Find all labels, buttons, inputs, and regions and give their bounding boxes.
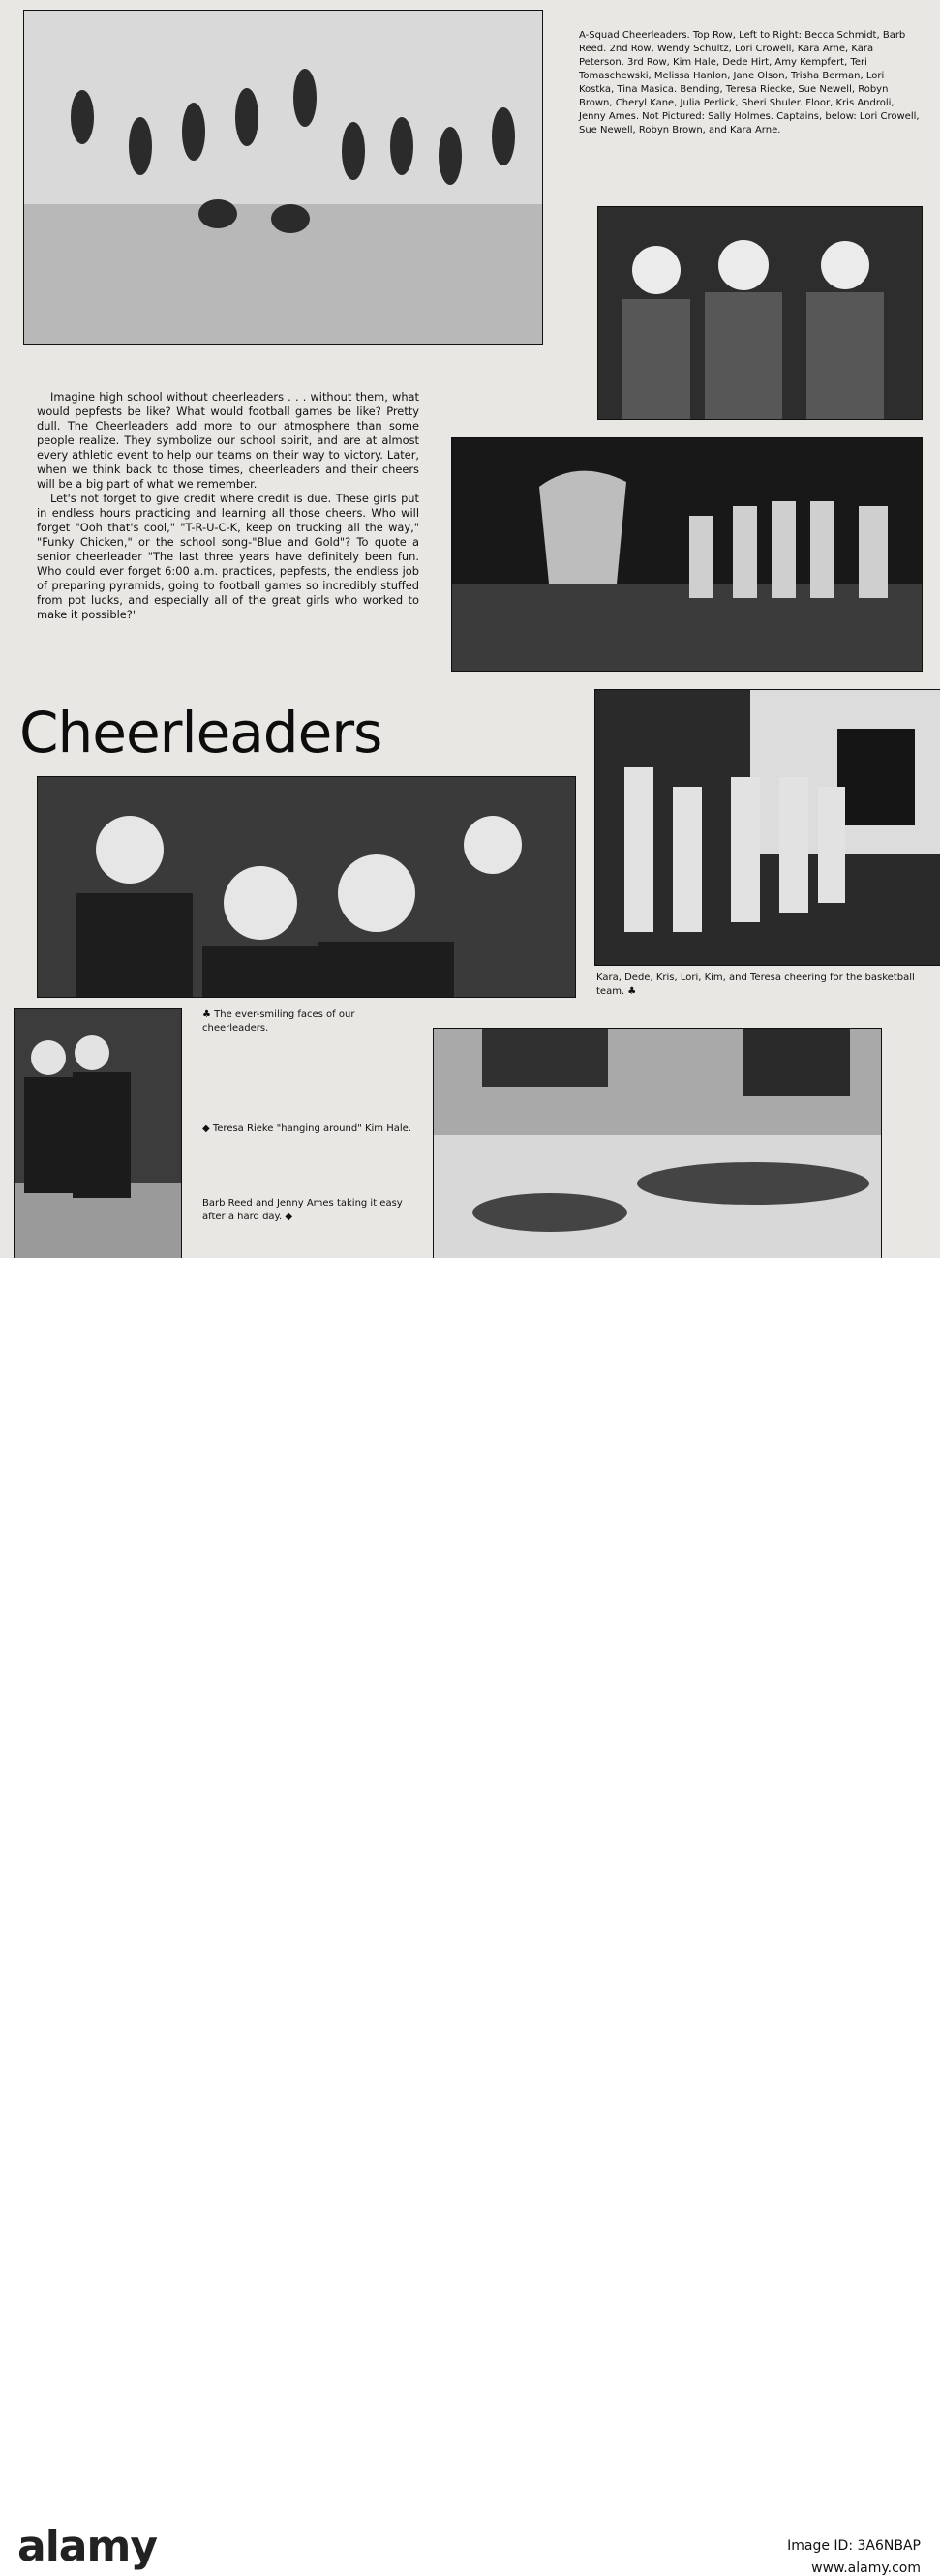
squad-caption: A-Squad Cheerleaders. Top Row, Left to Right: Becca Schmidt, Barb Reed. 2nd Row, Wendy Schultz, Lori Crowell, Kara Arne, Kara Peterson. 3rd Row, Kim Hale, Dede Hirt, Amy Kempfert, Teri Tomaschewski, Melissa Hanlon, Jane Olson, Trisha Berman, Lori Kostka, Tina Masica. Bending, Teresa Riecke, Sue Newell, Robyn Brown, Cheryl Kane, Julia Perlick, Sheri Shuler. Floor, Kris Androli, Jenny Ames. Not Pictured: Sally Holmes. Captains, below: Lori Crowell, Sue Newell, Robyn Brown, and Kara Arne. xyxy=(579,30,920,135)
smiling-caption: ♣ The ever-smiling faces of our cheerleaders. xyxy=(202,1009,355,1033)
hanging-caption: ◆ Teresa Rieke "hanging around" Kim Hale. xyxy=(202,1123,411,1134)
captains-photo xyxy=(597,206,923,420)
yearbook-page xyxy=(0,0,940,1258)
resting-caption: Barb Reed and Jenny Ames taking it easy after a hard day. ◆ xyxy=(202,1198,403,1222)
squad-photo xyxy=(23,10,543,345)
body-paragraph-1: Imagine high school without cheerleaders . . . without them, what would pepfests be like? What would football games be like? Pretty dull. The Cheerleaders add more to our atmosphere than some people realize. They symbolize our school spirit, and are at almost every athletic event to help our teams on their way to victory. Later, when we think back to those times, cheerleaders and their cheers will be a big part of what we remember. xyxy=(37,390,419,491)
body-text xyxy=(37,390,419,622)
football-field-photo xyxy=(451,437,923,672)
resting-photo xyxy=(433,1028,882,1258)
basketball-cheer-photo xyxy=(594,689,940,966)
brand-logo: alamy xyxy=(17,2522,157,2571)
footer xyxy=(0,1258,940,2576)
basketball-caption: Kara, Dede, Kris, Lori, Kim, and Teresa cheering for the basketball team. ♣ xyxy=(596,973,915,997)
crowd-photo xyxy=(37,776,576,998)
image-id: Image ID: 3A6NBAP xyxy=(787,2538,921,2554)
hanging-photo xyxy=(14,1008,182,1258)
site-url: www.alamy.com xyxy=(811,2561,921,2576)
page-title: Cheerleaders xyxy=(19,700,382,765)
body-paragraph-2: Let's not forget to give credit where credit is due. These girls put in endless hours practicing and learning all those cheers. Who will forget "Ooh that's cool," "T-R-U-C-K, keep on trucking all the way," "Funky Chicken," or the school song-"Blue and Gold"? To quote a senior cheerleader "The last three years have definitely been fun. Who could ever forget 6:00 a.m. practices, pepfests, the endless job of preparing pyramids, going to football games so incredibly stuffed from pot lucks, and especially all of the great girls who worked to make it possible?" xyxy=(37,492,419,621)
